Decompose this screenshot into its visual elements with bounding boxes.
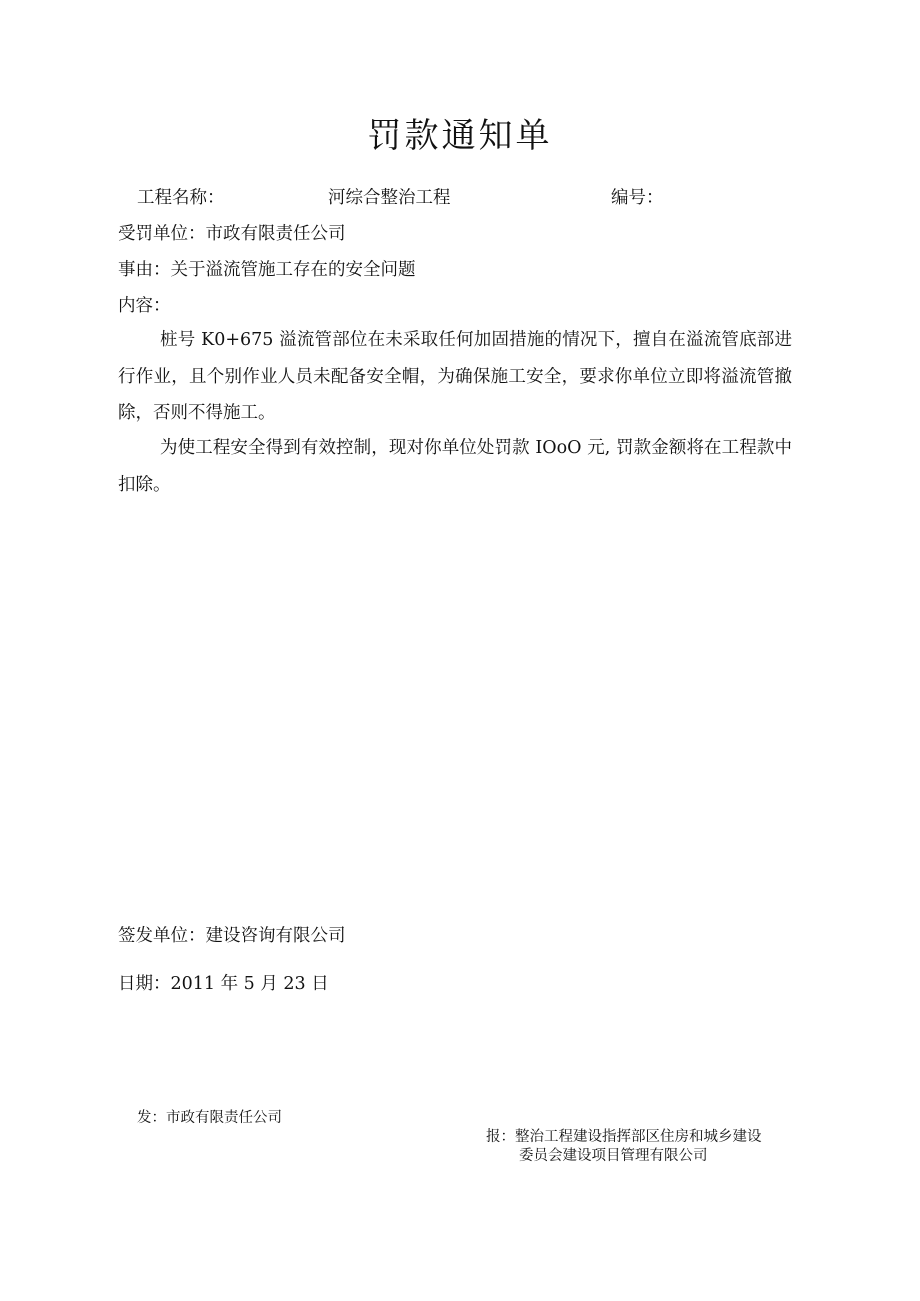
issue-date: 日期：2011 年 5 月 23 日 <box>118 974 329 994</box>
issuing-unit: 签发单位：建设咨询有限公司 <box>118 926 346 946</box>
project-label: 工程名称： <box>137 188 225 208</box>
document-title: 罚款通知单 <box>367 116 553 156</box>
content-paragraph-1: 桩号 K0+675 溢流管部位在未采取任何加固措施的情况下，擅自在溢流管底部进行作业，且个别作业人员未配备安全帽，为确保施工安全，要求你单位立即将溢流管撤除，否则不得施工。 <box>118 330 792 423</box>
report-to-line-2: 委员会建设项目管理有限公司 <box>519 1148 708 1164</box>
content-label: 内容： <box>118 296 171 316</box>
send-to: 发：市政有限责任公司 <box>137 1110 282 1126</box>
penalized-unit: 受罚单位：市政有限责任公司 <box>118 224 346 244</box>
content-paragraph-2: 为使工程安全得到有效控制，现对你单位处罚款 IOoO 元, 罚款金额将在工程款中扣除。 <box>118 438 792 495</box>
reason: 事由：关于溢流管施工存在的安全问题 <box>118 260 416 280</box>
project-name: 河综合整治工程 <box>328 188 451 208</box>
report-to-line-1: 报：整治工程建设指挥部区住房和城乡建设 <box>486 1129 762 1145</box>
number-label: 编号： <box>611 188 664 208</box>
